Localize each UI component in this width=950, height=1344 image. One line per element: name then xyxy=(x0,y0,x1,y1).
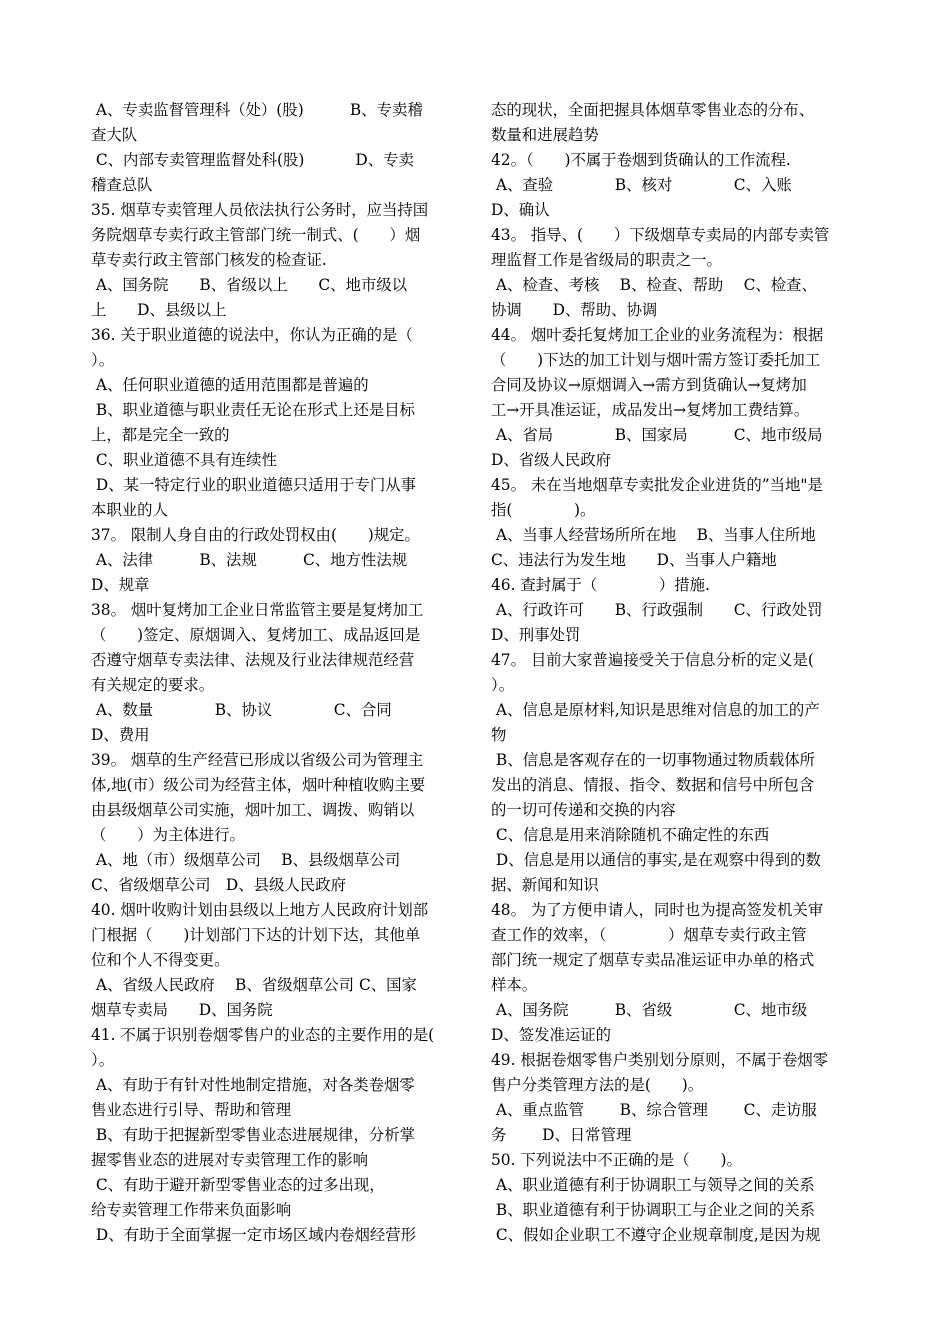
text-line: 门根据（ )计划部门下达的计划下达，其他单 xyxy=(91,926,421,944)
text-line: 49. 根据卷烟零售户类别划分原则，不属于卷烟零 xyxy=(491,1051,829,1069)
text-line: D、某一特定行业的职业道德只适用于专门从事 xyxy=(91,476,417,494)
text-line: D、签发准运证的 xyxy=(491,1026,612,1044)
text-line: 据、新闻和知识 xyxy=(491,876,599,894)
text-line: ）。 xyxy=(91,351,115,369)
text-line: 数量和进展趋势 xyxy=(491,126,599,144)
text-line: 部门统一规定了烟草专卖品准运证申办单的格式 xyxy=(491,951,815,969)
text-line: 合同及协议→原烟调入→需方到货确认→复烤加 xyxy=(491,376,807,394)
text-line: 由县级烟草公司实施，烟叶加工、调拨、购销以 xyxy=(91,801,415,819)
text-line: A、职业道德有利于协调职工与领导之间的关系 xyxy=(491,1176,815,1194)
text-line: C、假如企业职工不遵守企业规章制度,是因为规 xyxy=(491,1226,821,1244)
text-line: 45。 未在当地烟草专卖批发企业进货的”当地"是 xyxy=(491,476,823,494)
text-line: 稽查总队 xyxy=(91,176,153,194)
text-line: 查工作的效率，（ ）烟草专卖行政主管 xyxy=(491,926,807,944)
text-line: D、确认 xyxy=(491,201,550,219)
text-line: 否遵守烟草专卖法律、法规及行业法律规范经营 xyxy=(91,651,415,669)
text-line: 务院烟草专卖行政主管部门统一制式、( ）烟 xyxy=(91,226,421,244)
text-line: 本职业的人 xyxy=(91,501,168,519)
text-line: 样本。 xyxy=(491,976,538,994)
text-line: C、省级烟草公司 D、县级人民政府 xyxy=(91,876,346,894)
text-line: 物 xyxy=(491,726,507,744)
text-line: （ )下达的加工计划与烟叶需方签订委托加工 xyxy=(491,351,821,369)
text-line: D、费用 xyxy=(91,726,150,744)
text-line: 给专卖管理工作带来负面影响 xyxy=(91,1201,292,1219)
text-line: （ )签定、原烟调入、复烤加工、成品返回是 xyxy=(91,626,421,644)
text-line: 37。 限制人身自由的行政处罚权由( )规定。 xyxy=(91,526,420,544)
text-line: D、规章 xyxy=(91,576,150,594)
text-line: 的一切可传递和交换的内容 xyxy=(491,801,676,819)
text-line: A、省局 B、国家局 C、地市级局 xyxy=(491,426,823,444)
text-line: 务 D、日常管理 xyxy=(491,1126,632,1144)
text-line: 39。 烟草的生产经营已形成以省级公司为管理主 xyxy=(91,751,424,769)
text-line: A、重点监管 B、综合管理 C、走访服 xyxy=(491,1101,817,1119)
text-line: A、国务院 B、省级以上 C、地市级以 xyxy=(91,276,408,294)
text-line: 工→开具准运证，成品发出→复烤加工费结算。 xyxy=(491,401,810,419)
text-line: A、国务院 B、省级 C、地市级 xyxy=(491,1001,808,1019)
text-line: 41. 不属于识别卷烟零售户的业态的主要作用的是( xyxy=(91,1026,435,1044)
text-line: A、任何职业道德的适用范围都是普遍的 xyxy=(91,376,369,394)
text-line: A、行政许可 B、行政强制 C、行政处罚 xyxy=(491,601,823,619)
text-line: 47。 目前大家普遍接受关于信息分析的定义是( xyxy=(491,651,814,669)
text-line: A、法律 B、法规 C、地方性法规 xyxy=(91,551,408,569)
text-line: 查大队 xyxy=(91,126,138,144)
left-column xyxy=(91,98,463,1248)
text-line: 指( )。 xyxy=(491,501,596,519)
text-line: 发出的消息、情报、指令、数据和信号中所包含 xyxy=(491,776,815,794)
text-line: ）。 xyxy=(91,1051,115,1069)
text-line: （ ）为主体进行。 xyxy=(91,826,245,844)
right-column xyxy=(491,98,863,1248)
text-line: 理监督工作是省级局的职责之一。 xyxy=(491,251,722,269)
text-line: 38。 烟叶复烤加工企业日常监管主要是复烤加工 xyxy=(91,601,424,619)
text-line: 上，都是完全一致的 xyxy=(91,426,230,444)
text-line: C、违法行为发生地 D、当事人户籍地 xyxy=(491,551,777,569)
text-line: A、地（市）级烟草公司 B、县级烟草公司 xyxy=(91,851,401,869)
text-line: 草专卖行政主管部门核发的检查证. xyxy=(91,251,327,269)
text-line: 有关规定的要求。 xyxy=(91,676,215,694)
text-line: 44。 烟叶委托复烤加工企业的业务流程为：根据 xyxy=(491,326,824,344)
text-line: A、专卖监督管理科（处）(股) B、专卖稽 xyxy=(91,101,423,119)
text-line: 烟草专卖局 D、国务院 xyxy=(91,1001,273,1019)
text-line: 35. 烟草专卖管理人员依法执行公务时，应当持国 xyxy=(91,201,429,219)
text-line: 位和个人不得变更。 xyxy=(91,951,230,969)
text-line: 协调 D、帮助、协调 xyxy=(491,301,658,319)
text-line: D、信息是用以通信的事实,是在观察中得到的数 xyxy=(491,851,821,869)
text-line: D、省级人民政府 xyxy=(491,451,612,469)
text-line: B、职业道德与职业责任无论在形式上还是目标 xyxy=(91,401,416,419)
text-line: A、查验 B、核对 C、入账 xyxy=(491,176,792,194)
text-line: 43。 指导、( ）下级烟草专卖局的内部专卖管 xyxy=(491,226,830,244)
text-line: ）。 xyxy=(491,676,515,694)
text-line: C、内部专卖管理监督处科(股) D、专卖 xyxy=(91,151,414,169)
text-line: B、职业道德有利于协调职工与企业之间的关系 xyxy=(491,1201,816,1219)
text-line: D、刑事处罚 xyxy=(491,626,581,644)
text-line: 售户分类管理方法的是( )。 xyxy=(491,1076,704,1094)
text-line: 46. 查封属于（ ）措施. xyxy=(491,576,710,594)
text-line: 42。（ )不属于卷烟到货确认的工作流程. xyxy=(491,151,791,169)
text-line: 握零售业态的进展对专卖管理工作的影响 xyxy=(91,1151,369,1169)
text-line: A、省级人民政府 B、省级烟草公司 C、国家 xyxy=(91,976,417,994)
text-line: 48。 为了方便申请人，同时也为提高签发机关审 xyxy=(491,901,824,919)
text-line: C、职业道德不具有连续性 xyxy=(91,451,277,469)
text-line: 售业态进行引导、帮助和管理 xyxy=(91,1101,292,1119)
text-line: A、有助于有针对性地制定措施，对各类卷烟零 xyxy=(91,1076,415,1094)
text-line: A、检查、考核 B、检查、帮助 C、检查、 xyxy=(491,276,817,294)
text-line: 40. 烟叶收购计划由县级以上地方人民政府计划部 xyxy=(91,901,429,919)
text-line: 50. 下列说法中不正确的是（ )。 xyxy=(491,1151,742,1169)
text-line: C、信息是用来消除随机不确定性的东西 xyxy=(491,826,770,844)
text-line: 态的现状，全面把握具体烟草零售业态的分布、 xyxy=(491,101,815,119)
text-line: 体,地(市）级公司为经营主体，烟叶种植收购主要 xyxy=(91,776,426,794)
text-line: A、数量 B、协议 C、合同 xyxy=(91,701,392,719)
text-line: A、信息是原材料,知识是思维对信息的加工的产 xyxy=(491,701,820,719)
text-line: B、有助于把握新型零售业态进展规律，分析掌 xyxy=(91,1126,416,1144)
text-line: 上 D、县级以上 xyxy=(91,301,227,319)
text-line: C、有助于避开新型零售业态的过多出现， xyxy=(91,1176,385,1194)
text-line: 36. 关于职业道德的说法中，你认为正确的是（ xyxy=(91,326,413,344)
text-line: A、当事人经营场所所在地 B、当事人住所地 xyxy=(491,526,816,544)
text-line: D、有助于全面掌握一定市场区域内卷烟经营形 xyxy=(91,1226,417,1244)
text-line: B、信息是客观存在的一切事物通过物质载体所 xyxy=(491,751,816,769)
